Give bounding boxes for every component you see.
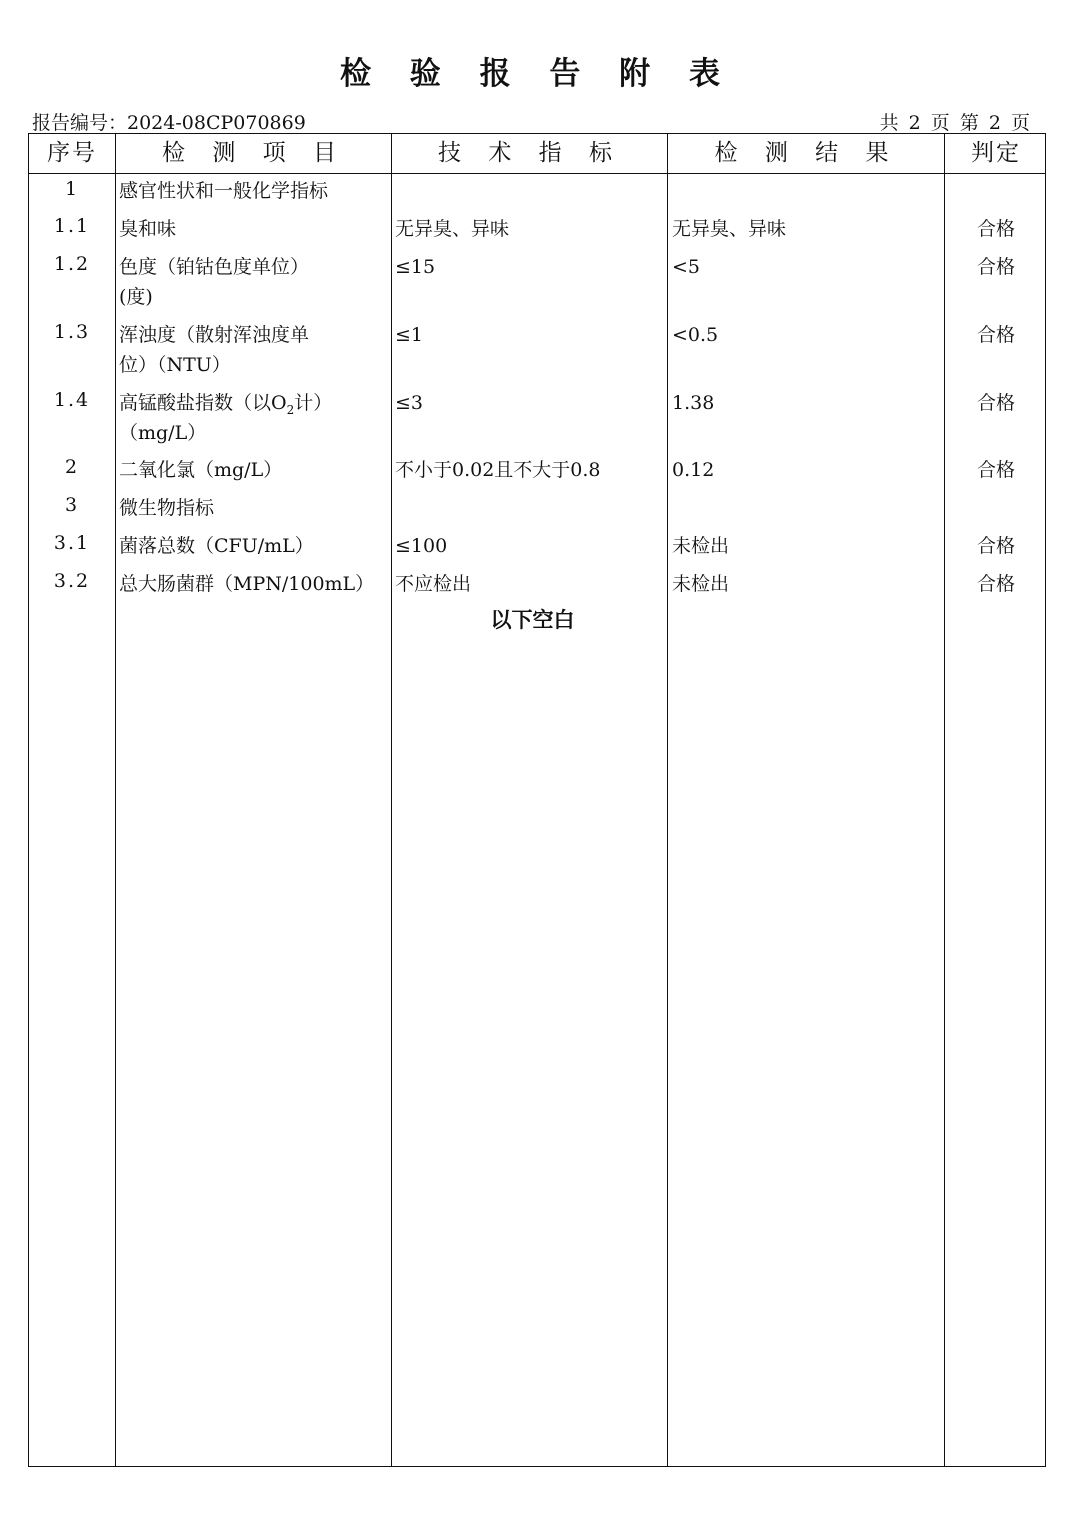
subscript: 2 [286, 402, 295, 417]
row-item: 二氧化氯（mg/L） [119, 459, 283, 481]
row-standard: 无异臭、异味 [395, 218, 510, 240]
row-no: 3 [64, 494, 80, 516]
row-result: <5 [672, 256, 701, 278]
column-divider [391, 134, 392, 1466]
report-number: 报告编号：2024-08CP070869 [32, 112, 306, 134]
row-standard: 不小于0.02且不大于0.8 [395, 459, 601, 481]
row-item-line2: （mg/L） [119, 422, 207, 444]
row-result: 未检出 [672, 573, 730, 595]
row-item: 总大肠菌群（MPN/100mL） [119, 573, 375, 595]
report-title: 检 验 报 告 附 表 [340, 56, 734, 92]
row-item: 感官性状和一般化学指标 [119, 180, 329, 202]
row-result: 无异臭、异味 [672, 218, 787, 240]
row-standard: ≤100 [395, 535, 448, 557]
row-item-line2: (度) [119, 286, 153, 308]
header-no: 序号 [47, 140, 97, 166]
row-judgement: 合格 [976, 459, 1015, 481]
row-no: 3.1 [53, 532, 91, 554]
row-item-text: 高锰酸盐指数（以O [119, 392, 287, 414]
row-no: 1.2 [53, 253, 91, 275]
row-no: 1.3 [53, 321, 91, 343]
row-judgement: 合格 [976, 256, 1015, 278]
row-result: 未检出 [672, 535, 730, 557]
row-result: 1.38 [672, 392, 715, 414]
row-no: 1.4 [53, 389, 91, 411]
row-item: 浑浊度（散射浑浊度单 [119, 324, 310, 346]
header-result: 检 测 结 果 [714, 140, 899, 166]
row-no: 1.1 [53, 215, 91, 237]
row-result: <0.5 [672, 324, 719, 346]
row-no: 1 [64, 178, 80, 200]
row-judgement: 合格 [976, 392, 1015, 414]
row-item: 菌落总数（CFU/mL） [119, 535, 314, 557]
row-standard: ≤3 [395, 392, 424, 414]
row-no: 3.2 [53, 570, 91, 592]
row-standard: ≤15 [395, 256, 436, 278]
row-judgement: 合格 [976, 535, 1015, 557]
row-item-text: 计） [294, 392, 333, 414]
header-divider [29, 173, 1045, 174]
row-judgement: 合格 [976, 218, 1015, 240]
page-info: 共 2 页 第 2 页 [879, 112, 1032, 134]
column-divider [115, 134, 116, 1466]
row-standard: ≤1 [395, 324, 424, 346]
column-divider [944, 134, 945, 1466]
row-item: 微生物指标 [119, 497, 215, 519]
row-judgement: 合格 [976, 324, 1015, 346]
header-judgement: 判定 [971, 140, 1021, 166]
row-standard: 不应检出 [395, 573, 472, 595]
row-item: 臭和味 [119, 218, 177, 240]
header-item: 检 测 项 目 [162, 140, 346, 166]
header-standard: 技 术 指 标 [438, 140, 622, 166]
row-judgement: 合格 [976, 573, 1015, 595]
column-divider [667, 134, 668, 1466]
blank-below-mark: 以下空白 [490, 608, 575, 632]
row-item: 色度（铂钴色度单位） [119, 256, 310, 278]
row-no: 2 [64, 456, 80, 478]
results-table [28, 133, 1046, 1467]
row-result: 0.12 [672, 459, 715, 481]
row-item-line2: 位）（NTU） [119, 354, 231, 376]
